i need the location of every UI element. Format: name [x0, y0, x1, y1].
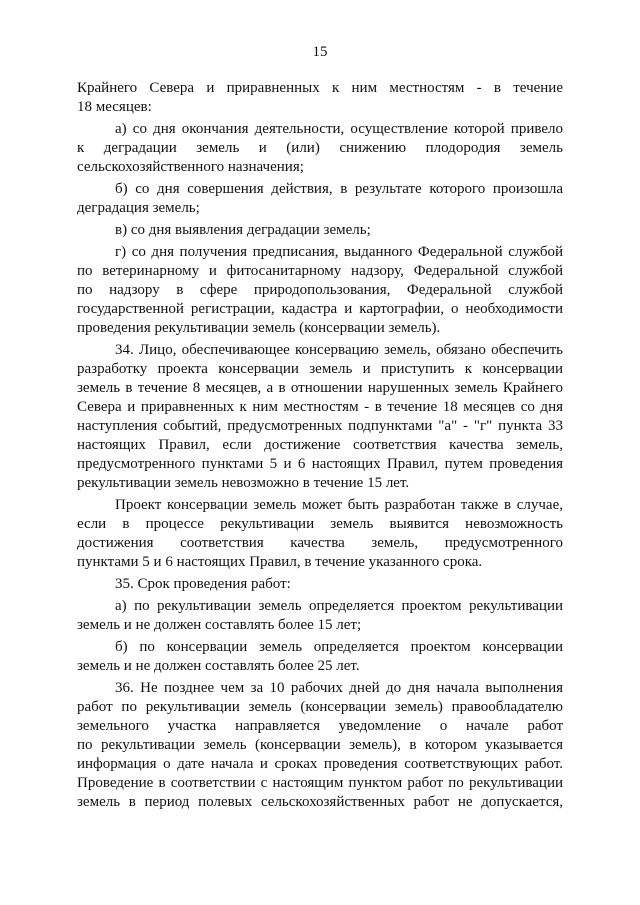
text-line: проведения рекультивации земель (консервации земель). [77, 320, 441, 336]
text-line: работ по рекультивации земель (консервации земель) правообладателю [77, 699, 563, 715]
text-line: достижения соответствия качества земель, предусмотренного [77, 535, 563, 551]
text-line: земель и не должен составлять более 15 лет; [77, 617, 362, 633]
paragraph [77, 341, 563, 493]
text-line: земель в течение 8 месяцев, а в отношении нарушенных земель Крайнего [77, 380, 563, 396]
document-body [77, 79, 563, 812]
paragraph [77, 496, 563, 572]
text-line: земельного участка направляется уведомление о начале работ [77, 718, 563, 734]
text-line: по рекультивации земель (консервации земель), в котором указывается [77, 737, 563, 753]
text-line: сельскохозяйственного назначения; [77, 159, 304, 175]
text-line: если в процессе рекультивации земель выявится невозможность [77, 516, 563, 532]
paragraph [77, 575, 563, 594]
text-line: б) по консервации земель определяется проектом консервации [115, 639, 563, 655]
text-line: рекультивации земель невозможно в течение 15 лет. [77, 475, 410, 491]
paragraph [77, 638, 563, 676]
text-line: Крайнего Севера и приравненных к ним местностям - в течение [77, 80, 563, 96]
page-number: 15 [312, 44, 328, 60]
text-line: г) со дня получения предписания, выданного Федеральной службой [115, 244, 563, 260]
text-line: 18 месяцев: [77, 99, 152, 115]
paragraph [77, 243, 563, 338]
text-line: настоящих Правил, если достижение соответствия качества земель, [77, 437, 563, 453]
text-line: разработку проекта консервации земель и приступить к консервации [77, 361, 563, 377]
text-line: земель в период полевых сельскохозяйственных работ не допускается, [77, 794, 563, 810]
text-line: 36. Не позднее чем за 10 рабочих дней до дня начала выполнения [115, 680, 563, 696]
text-line: б) со дня совершения действия, в результате которого произошла [115, 181, 563, 197]
text-line: к деградации земель и (или) снижению плодородия земель [77, 140, 563, 156]
text-line: Проведение в соответствии с настоящим пунктом работ по рекультивации [77, 775, 563, 791]
text-line: по надзору в сфере природопользования, Федеральной службой [77, 282, 563, 298]
paragraph [77, 180, 563, 218]
paragraph [77, 221, 563, 240]
text-line: пунктами 5 и 6 настоящих Правил, в течение указанного срока. [77, 554, 483, 570]
text-line: Проект консервации земель может быть разработан также в случае, [115, 497, 563, 513]
text-line: деградация земель; [77, 200, 200, 216]
text-line: а) со дня окончания деятельности, осуществление которой привело [115, 121, 563, 137]
paragraph [77, 120, 563, 177]
text-line: наступления событий, предусмотренных подпунктами "а" - "г" пункта 33 [77, 418, 563, 434]
paragraph [77, 79, 563, 117]
paragraph [77, 679, 563, 812]
text-line: 35. Срок проведения работ: [115, 576, 291, 592]
text-line: информация о дате начала и сроках проведения соответствующих работ. [77, 756, 563, 772]
text-line: предусмотренного пунктами 5 и 6 настоящих Правил, путем проведения [77, 456, 563, 472]
text-line: государственной регистрации, кадастра и картографии, о необходимости [77, 301, 563, 317]
paragraph [77, 597, 563, 635]
text-line: по ветеринарному и фитосанитарному надзору, Федеральной службой [77, 263, 563, 279]
text-line: а) по рекультивации земель определяется проектом рекультивации [115, 598, 563, 614]
text-line: земель и не должен составлять более 25 лет. [77, 658, 360, 674]
text-line: Севера и приравненных к ним местностям - в течение 18 месяцев со дня [77, 399, 563, 415]
text-line: 34. Лицо, обеспечивающее консервацию земель, обязано обеспечить [115, 342, 563, 358]
text-line: в) со дня выявления деградации земель; [115, 222, 371, 238]
